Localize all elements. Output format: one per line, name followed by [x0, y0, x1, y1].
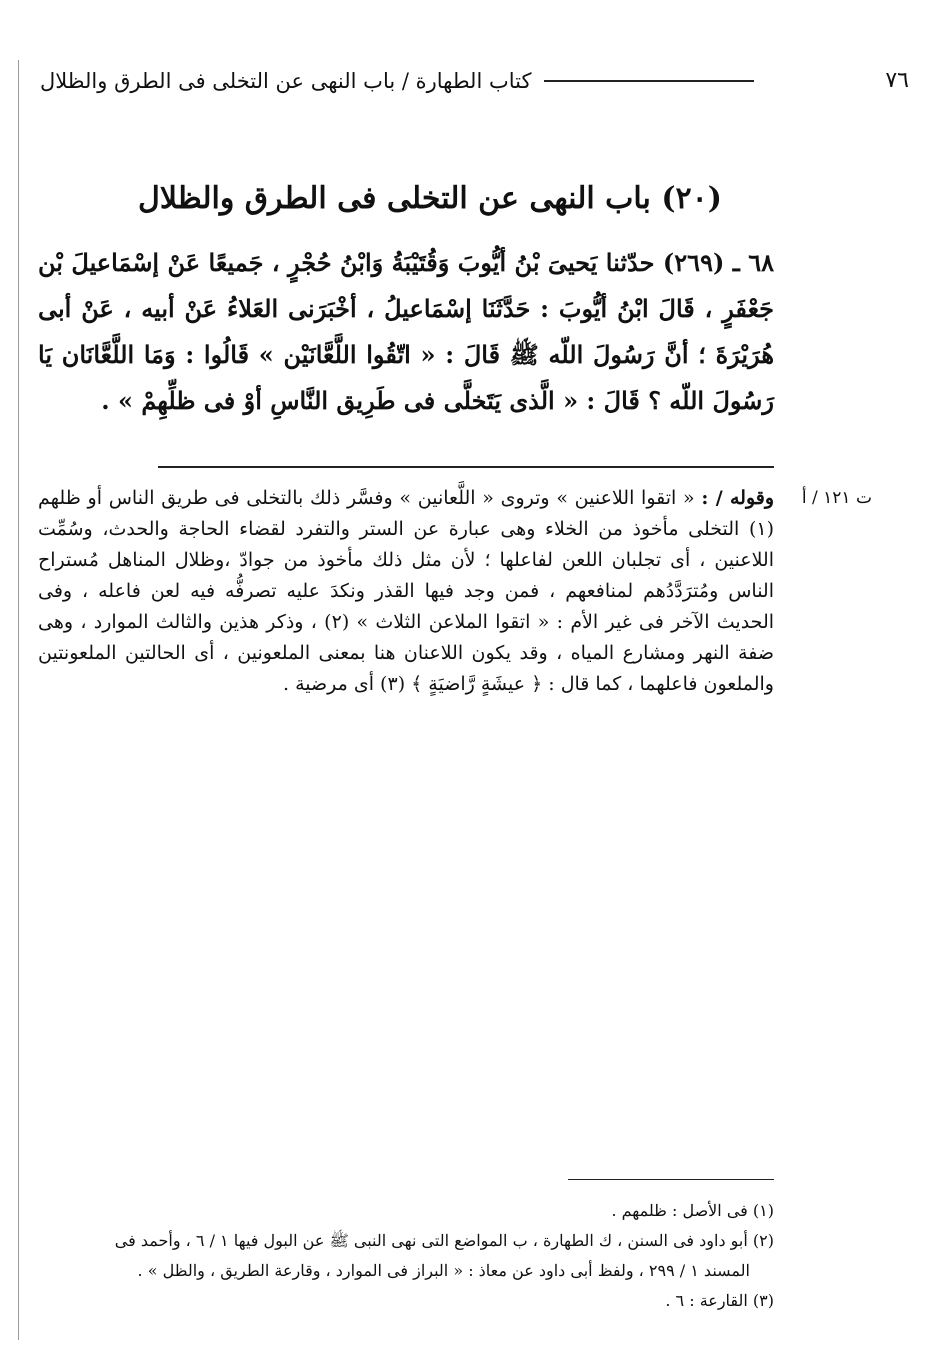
page-number: ٧٦	[885, 68, 909, 93]
header-rule	[544, 80, 754, 82]
running-title: كتاب الطهارة / باب النهى عن التخلى فى الطرق والظلال	[40, 69, 532, 93]
footnote-divider	[568, 1179, 774, 1180]
commentary-block	[38, 483, 774, 700]
footnote-3: (٣) القارعة : ٦ .	[665, 1291, 774, 1310]
section-divider	[158, 466, 774, 468]
binding-edge-line	[18, 60, 19, 1340]
hadith-text-block	[38, 240, 774, 424]
commentary-lead: وقوله / :	[701, 487, 775, 509]
manuscript-margin-reference: ت ١٢١ / أ	[801, 488, 872, 508]
page-header	[40, 66, 909, 96]
footnote-1: (١) فى الأصل : ظلمهم .	[611, 1201, 774, 1220]
footnote-2-line-2: المسند ١ / ٢٩٩ ، ولفظ أبى داود عن معاذ : « البراز فى الموارد ، وقارعة الطريق ، والظل » .	[137, 1261, 750, 1280]
chapter-title: (٢٠) باب النهى عن التخلى فى الطرق والظلال	[138, 181, 722, 216]
commentary-text: « اتقوا اللاعنين » وتروى « اللَّعانين » وفسَّر ذلك بالتخلى فى طريق الناس أو ظلهم (١) التخلى مأخوذ من الخلاء وهى عبارة عن الستر والتفرد لقضاء الحاجة والحدث، وسُمِّت اللاعنين ، أى تجلبان اللعن لفاعلها ؛ لأن مثل ذلك مأخوذ من جوادّ ،وظلال المناهل مُستراح الناس ومُترَدَّدُهم لمنافعهم ، فمن وجد فيها القذر ونكدَ عليه تصرفُّه فيه لعن فاعله ، وفى الحديث الآخر فى غير الأم : « اتقوا الملاعن الثلاث » (٢) ، وذكر هذين والثالث الموارد ، وهى ضفة النهر ومشارع المياه ، وقد يكون اللاعنان هنا بمعنى الملعونين ، أى الحالتين الملعونتين والملعون فاعلهما ، كما قال : ﴿ عيشَةٍ رَّاضيَةٍ ﴾ (٣) أى مرضية .	[38, 487, 775, 695]
footnotes-block	[38, 1196, 774, 1316]
hadith-number: ٦٨ ـ (٢٦٩)	[662, 248, 774, 277]
hadith-text: حدّثنا يَحيىَ بْنُ أيُّوبَ وَقُتَيْبَةُ وَابْنُ حُجْرٍ ، جَميعًا عَنْ إسْمَاعيلَ بْن جَعْفَرٍ ، قَالَ ابْنُ أيُّوبَ : حَدَّثَنَا إسْمَاعيلُ ، أخْبَرَنى العَلاءُ عَنْ أبيه ، عَنْ أبى هُرَيْرَةَ ؛ أنَّ رَسُولَ اللّه ﷺ قَالَ : « اتّقُوا اللَّعَّانَيْن » قَالُوا : وَمَا اللَّعَّانَان يَا رَسُولَ اللّه ؟ قَالَ : « الَّذى يَتَخلَّى فى طَرِيق النَّاسِ أوْ فى ظلِّهِمْ » .	[38, 248, 774, 415]
footnote-2-line-1: (٢) أبو داود فى السنن ، ك الطهارة ، ب المواضع التى نهى النبى ﷺ عن البول فيها ١ / ٦ ، وأحمد فى	[114, 1231, 774, 1250]
